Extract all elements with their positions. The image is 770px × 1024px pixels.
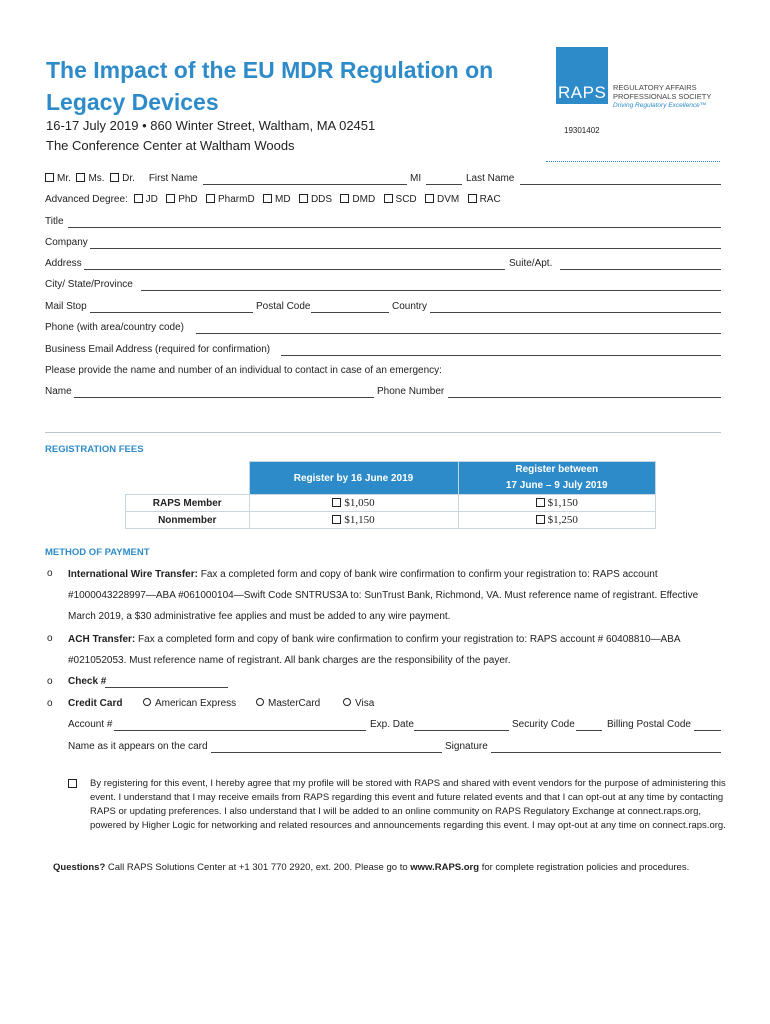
label-title: Title (45, 216, 64, 227)
account-field[interactable] (114, 730, 366, 731)
consent-text: By registering for this event, I hereby agree that my profile will be stored with RAPS and shared with event vendors for the purpose of administering this event. I understand that I may receive emails from RAPS regarding this event and future related events and that I can opt-out at any time by contacting RAPS or updating preferences. I also understand that I will be added to an online community on RAPS Regulatory Exchange at connect.raps.org, powered by Higher Logic for networking and related resources and announcements regarding this event. I may opt-out at any time on connect.raps.org. (90, 778, 726, 831)
label-dds: DDS (310, 194, 333, 205)
label-security-code: Security Code (512, 719, 575, 730)
wire-text-1: Fax a completed form and copy of bank wire confirmation to confirm your registration to: RAPS account (197, 569, 658, 580)
event-date-location: 16-17 July 2019 • 860 Winter Street, Waltham, MA 02451 (46, 118, 376, 133)
city-field[interactable] (141, 290, 721, 291)
checkbox-mr[interactable] (45, 173, 54, 182)
checkbox-ms[interactable] (76, 173, 85, 182)
label-dr: Dr. (122, 173, 135, 184)
label-address: Address (45, 258, 82, 269)
last-name-field[interactable] (520, 184, 721, 185)
exp-date-field[interactable] (414, 730, 509, 731)
address-field[interactable] (84, 269, 505, 270)
label-country: Country (392, 301, 428, 312)
label-check: Check # (68, 676, 107, 687)
label-emergency-phone: Phone Number (377, 386, 445, 397)
page-title: The Impact of the EU MDR Regulation on Legacy Devices (46, 57, 494, 115)
col-late-line2: 17 June – 9 July 2019 (505, 480, 608, 491)
radio-visa-icon[interactable] (343, 698, 351, 706)
phone-field[interactable] (196, 333, 721, 334)
checkbox-dvm[interactable] (425, 194, 434, 203)
logo-tagline: Driving Regulatory Excellence™ (613, 102, 707, 109)
payment-heading: METHOD OF PAYMENT (45, 547, 150, 558)
label-postal-code: Postal Code (256, 301, 311, 312)
label-scd: SCD (395, 194, 417, 205)
bullet-wire: o (47, 568, 53, 579)
checkbox-dmd[interactable] (340, 194, 349, 203)
signature-field[interactable] (491, 752, 721, 753)
label-mail-stop: Mail Stop (45, 301, 87, 312)
checkbox-member-late[interactable] (536, 498, 545, 507)
postal-code-field[interactable] (311, 312, 389, 313)
bullet-check: o (47, 676, 53, 687)
name-on-card-field[interactable] (211, 752, 442, 753)
questions-text-2: for complete registration policies and procedures. (479, 862, 690, 873)
logo-subtitle (613, 84, 711, 101)
label-suite: Suite/Apt. (509, 258, 553, 269)
label-phone: Phone (with area/country code) (45, 322, 184, 333)
label-last-name: Last Name (466, 173, 515, 184)
email-field[interactable] (281, 355, 721, 356)
checkbox-pharmd[interactable] (206, 194, 215, 203)
checkbox-dds[interactable] (299, 194, 308, 203)
emergency-name-field[interactable] (74, 397, 374, 398)
mi-field[interactable] (426, 184, 462, 185)
label-account: Account # (68, 719, 113, 730)
event-info (46, 116, 375, 156)
fee-member-late[interactable] (458, 495, 656, 512)
checkbox-rac[interactable] (468, 194, 477, 203)
company-field[interactable] (90, 248, 721, 249)
price-member-late: $1,150 (547, 497, 578, 509)
checkbox-consent[interactable] (68, 779, 77, 788)
label-billing-postal: Billing Postal Code (607, 719, 691, 730)
bullet-card: o (47, 698, 53, 709)
checkbox-dr[interactable] (110, 173, 119, 182)
logo-word: RAPS (558, 83, 607, 102)
label-visa: Visa (355, 698, 375, 709)
event-venue: The Conference Center at Waltham Woods (46, 138, 295, 153)
price-nonmember-late: $1,250 (547, 514, 578, 526)
questions-label: Questions? (53, 862, 106, 873)
col-early: Register by 16 June 2019 (249, 462, 458, 495)
degree-row (45, 194, 721, 208)
label-dvm: DVM (437, 194, 460, 205)
label-degree: Advanced Degree: (45, 194, 128, 205)
label-mr: Mr. (57, 173, 71, 184)
row-label-member: RAPS Member (126, 495, 250, 512)
suite-field[interactable] (560, 269, 721, 270)
checkbox-jd[interactable] (134, 194, 143, 203)
ach-label: ACH Transfer: (68, 634, 136, 645)
option-amex[interactable] (143, 698, 236, 709)
label-name-on-card: Name as it appears on the card (68, 741, 208, 752)
label-phd: PhD (178, 194, 198, 205)
emergency-note: Please provide the name and number of an individual to contact in case of an emergency: (45, 365, 442, 376)
fee-nonmember-late[interactable] (458, 512, 656, 529)
radio-amex-icon[interactable] (143, 698, 151, 706)
label-city: City/ State/Province (45, 279, 133, 290)
option-visa[interactable] (343, 698, 374, 709)
checkbox-phd[interactable] (166, 194, 175, 203)
label-company: Company (45, 237, 88, 248)
ach-text-1: Fax a completed form and copy of bank wire confirmation to confirm your registration to: RAPS account # 60408810—ABA (135, 634, 681, 645)
checkbox-scd[interactable] (384, 194, 393, 203)
label-ms: Ms. (88, 173, 105, 184)
label-first-name: First Name (148, 173, 198, 184)
wire-text-3: March 2019, a $30 administrative fee applies and must be added to any wire payment. (68, 611, 451, 622)
wire-transfer-text (68, 564, 728, 627)
fees-header-row (126, 462, 656, 495)
divider-dotted (546, 161, 720, 162)
fee-member-early[interactable] (249, 495, 458, 512)
row-label-nonmember: Nonmember (126, 512, 250, 529)
fees-table (125, 461, 656, 529)
form-code: 19301402 (564, 126, 600, 135)
label-amex: American Express (155, 698, 237, 709)
questions-line (53, 862, 689, 873)
label-pharmd: PharmD (218, 194, 255, 205)
fees-row-member (126, 495, 656, 512)
logo-line2: PROFESSIONALS SOCIETY (613, 91, 712, 101)
label-exp-date: Exp. Date (370, 719, 414, 730)
mail-stop-field[interactable] (90, 312, 253, 313)
fees-corner (126, 462, 250, 495)
first-name-field[interactable] (203, 184, 407, 185)
fee-nonmember-early[interactable] (249, 512, 458, 529)
label-dmd: DMD (352, 194, 376, 205)
logo-line1: REGULATORY AFFAIRS (613, 83, 697, 92)
checkbox-member-early[interactable] (332, 498, 341, 507)
label-jd: JD (145, 194, 158, 205)
price-nonmember-early: $1,150 (344, 514, 375, 526)
country-field[interactable] (430, 312, 721, 313)
check-number-field[interactable] (105, 687, 228, 688)
option-mastercard[interactable] (256, 698, 320, 709)
section-divider (45, 432, 721, 433)
title-field[interactable] (68, 227, 721, 228)
wire-label: International Wire Transfer: (68, 569, 198, 580)
label-md: MD (275, 194, 291, 205)
billing-postal-field[interactable] (694, 730, 721, 731)
checkbox-md[interactable] (263, 194, 272, 203)
price-member-early: $1,050 (344, 497, 375, 509)
label-signature: Signature (445, 741, 488, 752)
label-credit-card: Credit Card (68, 698, 123, 709)
radio-mastercard-icon[interactable] (256, 698, 264, 706)
ach-text-2: #021052053. Must reference name of registrant. All bank charges are the responsibility of the payer. (68, 655, 511, 666)
label-mi: MI (410, 173, 422, 184)
questions-text-1: Call RAPS Solutions Center at +1 301 770 2920, ext. 200. Please go to (105, 862, 411, 873)
col-late (458, 462, 656, 495)
ach-transfer-text (68, 629, 728, 671)
label-email: Business Email Address (required for confirmation) (45, 344, 271, 355)
label-rac: RAC (479, 194, 501, 205)
fees-row-nonmember (126, 512, 656, 529)
label-mastercard: MasterCard (268, 698, 321, 709)
col-late-line1: Register between (515, 464, 599, 475)
checkbox-nonmember-late[interactable] (536, 515, 545, 524)
checkbox-nonmember-early[interactable] (332, 515, 341, 524)
raps-website-link[interactable]: www.RAPS.org (410, 862, 480, 873)
security-code-field[interactable] (576, 730, 602, 731)
label-emergency-name: Name (45, 386, 72, 397)
emergency-phone-field[interactable] (448, 397, 721, 398)
bullet-ach: o (47, 633, 53, 644)
fees-heading: REGISTRATION FEES (45, 444, 144, 455)
wire-text-2: #1000043228997—ABA #061000104—Swift Code SNTRUS3A to: SunTrust Bank, Richmond, VA. Must reference name of registrant. Effective (68, 590, 699, 601)
